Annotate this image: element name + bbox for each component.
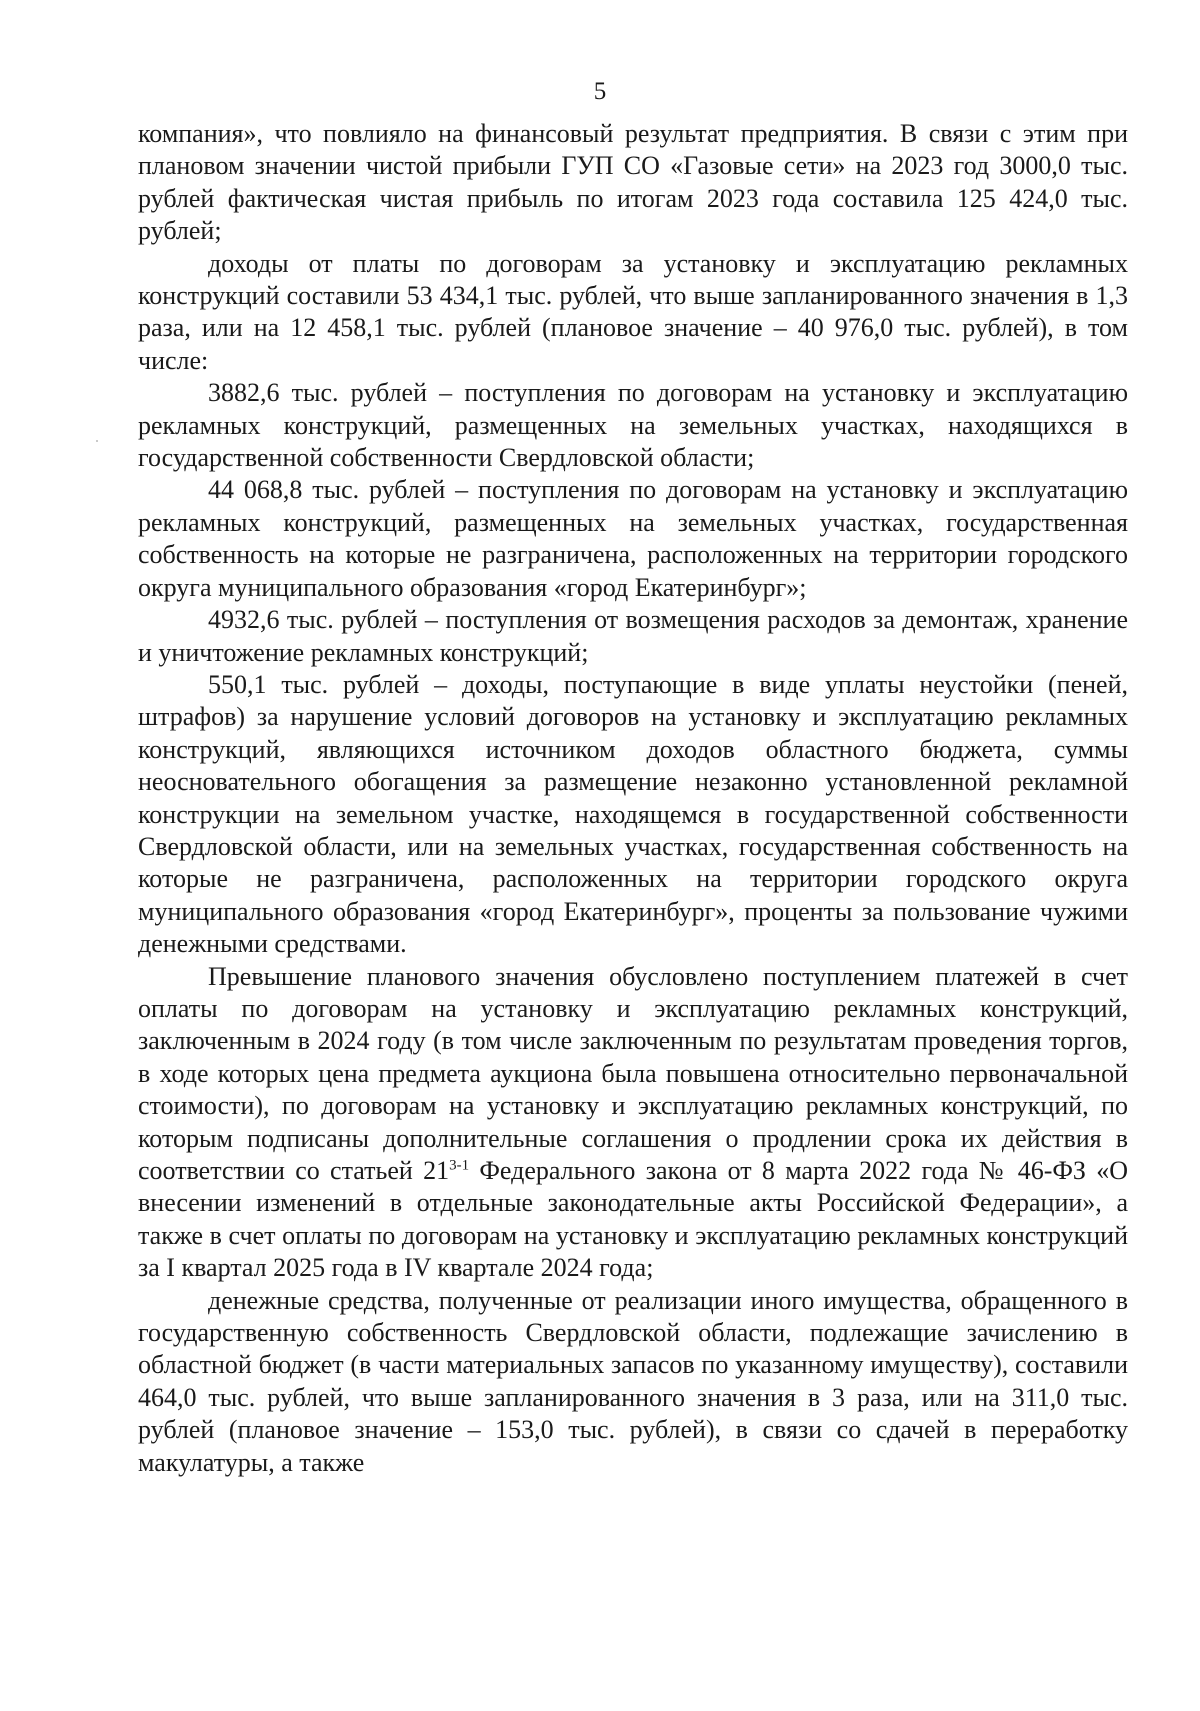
excess-text-after-superscript: Федерального закона от 8 марта 2022 года № 46-ФЗ «О внесении изменений в отдельные законодательные акты Российской Федерации», а также в счет оплаты по договорам на установку и эксплуатацию рекламных конструкций за I квартал 2025 года в IV квартале 2024 года;	[138, 1156, 1128, 1283]
paragraph-profit-continuation: компания», что повлияло на финансовый результат предприятия. В связи с этим при плановом значении чистой прибыли ГУП СО «Газовые сети» на 2023 год 3000,0 тыс. рублей фактическая чистая прибыль по итогам 2023 года составила 125 424,0 тыс. рублей;	[138, 119, 1128, 246]
excess-text-before-superscript: Превышение планового значения обусловлено поступлением платежей в счет оплаты по договорам на установку и эксплуатацию рекламных конструкций, заключенным в 2024 году (в том числе заключенным по результатам проведения торгов, в ходе которых цена предмета аукциона была повышена относительно первоначальной стоимости), по договорам на установку и эксплуатацию рекламных конструкций, по которым подписаны дополнительные соглашения о продлении срока их действия в соответствии со статьей 21	[138, 961, 1128, 1185]
paragraph-property-sales: денежные средства, полученные от реализации иного имущества, обращенного в государственную собственность Свердловской области, подлежащие зачислению в областной бюджет (в части материальных запасов по указанному имуществу), составили 464,0 тыс. рублей, что выше запланированного значения в 3 раза, или на 311,0 тыс. рублей (плановое значение – 153,0 тыс. рублей), в связи со сдачей в переработку макулатуры, а также	[138, 1285, 1128, 1477]
page-number: 5	[593, 78, 607, 105]
document-body	[138, 118, 1128, 1479]
paragraph-penalty-income: 550,1 тыс. рублей – доходы, поступающие в виде уплаты неустойки (пеней, штрафов) за нарушение условий договоров на установку и эксплуатацию рекламных конструкций, являющихся источником доходов областного бюджета, суммы неосновательного обогащения за размещение незаконно установленной рекламной конструкции на земельном участке, находящемся в государственной собственности Свердловской области, или на земельных участках, государственная собственность на которые не разграничена, расположенных на территории городского округа муниципального образования «город Екатеринбург», проценты за пользование чужими денежными средствами.	[138, 669, 1128, 959]
article-superscript: 3-1	[449, 1157, 470, 1174]
paragraph-dismantling-receipts: 4932,6 тыс. рублей – поступления от возмещения расходов за демонтаж, хранение и уничтожение рекламных конструкций;	[138, 605, 1128, 667]
paragraph-excess-explanation	[138, 961, 1128, 1285]
paragraph-state-land-receipts: 3882,6 тыс. рублей – поступления по договорам на установку и эксплуатацию рекламных конструкций, размещенных на земельных участках, находящихся в государственной собственности Свердловской области;	[138, 378, 1128, 473]
paragraph-advertising-revenue: доходы от платы по договорам за установку и эксплуатацию рекламных конструкций составили 53 434,1 тыс. рублей, что выше запланированного значения в 1,3 раза, или на 12 458,1 тыс. рублей (плановое значение – 40 976,0 тыс. рублей), в том числе:	[138, 248, 1128, 375]
scan-speck	[96, 440, 98, 442]
paragraph-undelimited-land-receipts: 44 068,8 тыс. рублей – поступления по договорам на установку и эксплуатацию рекламных конструкций, размещенных на земельных участках, государственная собственность на которые не разграничена, расположенных на территории городского округа муниципального образования «город Екатеринбург»;	[138, 475, 1128, 602]
